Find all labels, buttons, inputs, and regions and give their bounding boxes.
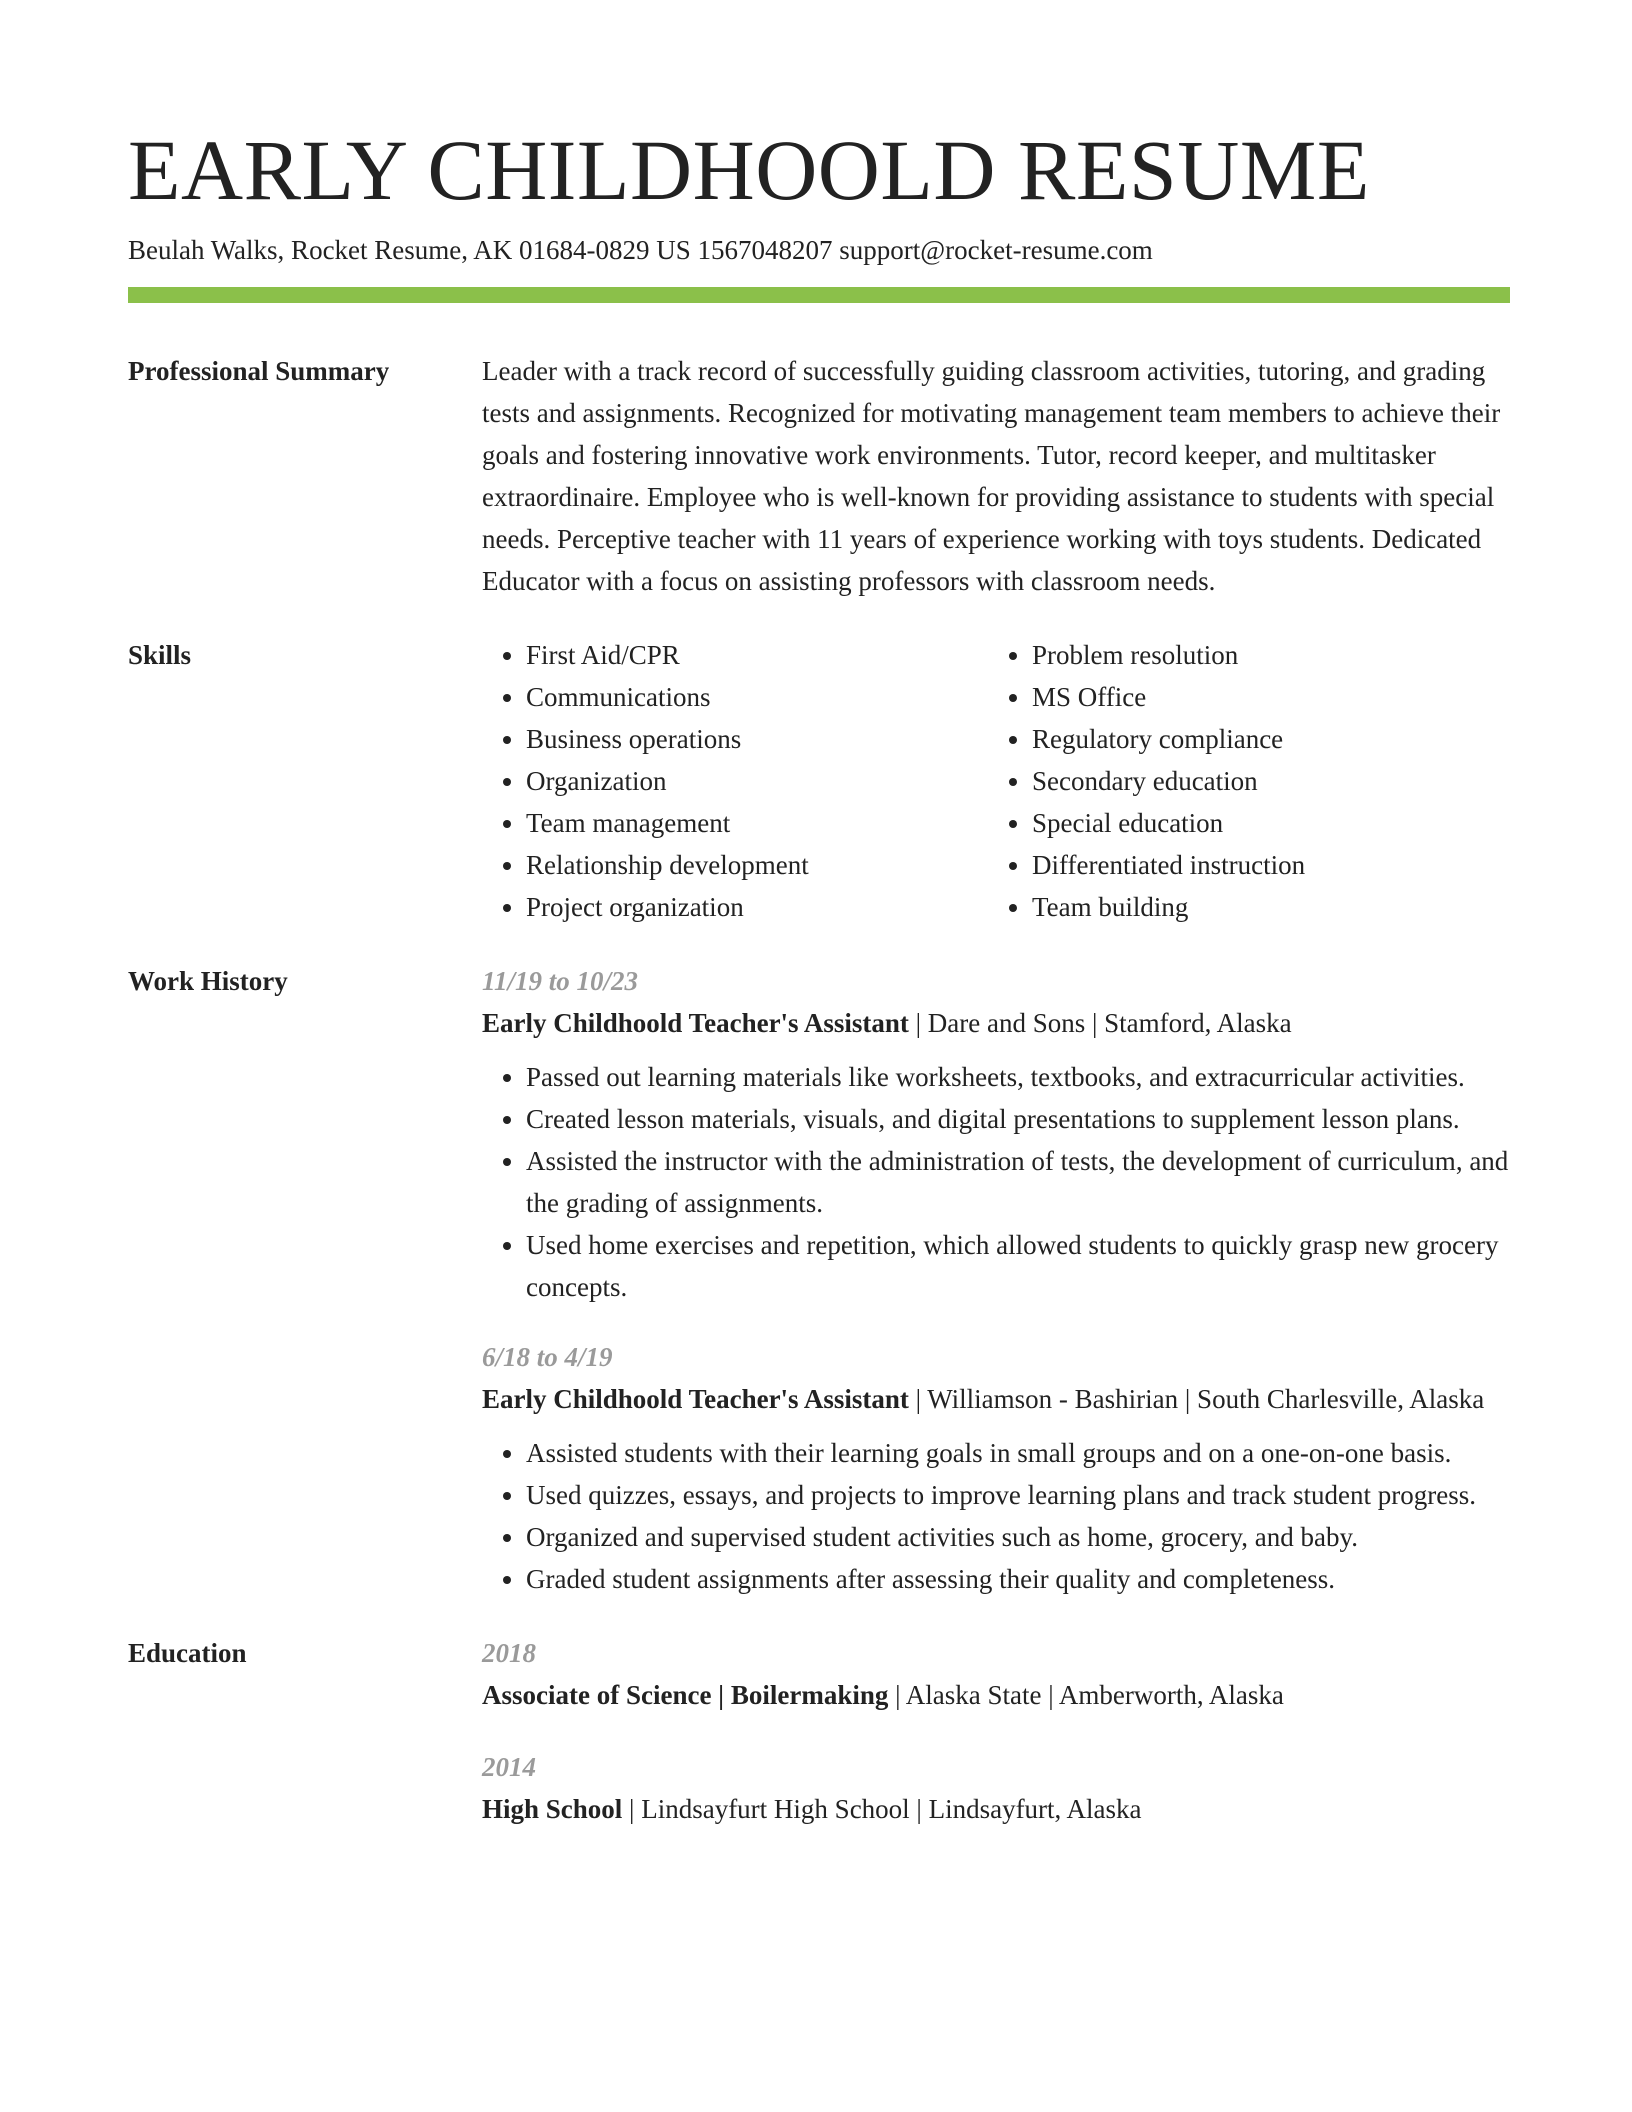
section-body [482, 634, 1510, 928]
education-year: 2014 [482, 1752, 536, 1782]
job-bullets [482, 1432, 1510, 1600]
section-work-history [128, 960, 1510, 1600]
job-headline [482, 1378, 1510, 1420]
skill-item: • Regulatory compliance [1032, 718, 1494, 760]
skill-item: • Organization [526, 760, 988, 802]
section-body [482, 1632, 1510, 1830]
resume-title: EARLY CHILDHOOLD RESUME [128, 122, 1370, 218]
job-bullet: • Passed out learning materials like worksheets, textbooks, and extracurricular activities. [526, 1056, 1510, 1098]
skill-item: • First Aid/CPR [526, 634, 988, 676]
summary-text: Leader with a track record of successfully guiding classroom activities, tutoring, and grading tests and assignments. Recognized for motivating management team members to achieve their goals and fostering innovative work environments. Tutor, record keeper, and multitasker extraordinaire. Employee who is well-known for providing assistance to students with special needs. Perceptive teacher with 11 years of experience working with toys students. Dedicated Educator with a focus on assisting professors with classroom needs. [482, 356, 1501, 596]
skills-column-left [482, 634, 988, 928]
section-label: Work History [128, 966, 288, 996]
section-label: Education [128, 1638, 247, 1668]
skill-item: • Differentiated instruction [1032, 844, 1494, 886]
skill-item: • MS Office [1032, 676, 1494, 718]
education-degree: Associate of Science | Boilermaking [482, 1680, 889, 1710]
education-details: | Alaska State | Amberworth, Alaska [888, 1680, 1284, 1710]
job-bullet: • Used home exercises and repetition, which allowed students to quickly grasp new grocery concepts. [526, 1224, 1510, 1308]
job-details: | Williamson - Bashirian | South Charlesville, Alaska [908, 1384, 1485, 1414]
job-bullet: • Used quizzes, essays, and projects to improve learning plans and track student progress. [526, 1474, 1510, 1516]
job-dates: 11/19 to 10/23 [482, 966, 639, 996]
job-bullet: • Created lesson materials, visuals, and digital presentations to supplement lesson plans. [526, 1098, 1510, 1140]
job-bullet: • Assisted students with their learning goals in small groups and on a one-on-one basis. [526, 1432, 1510, 1474]
education-entry [482, 1632, 1510, 1716]
section-education [128, 1632, 1510, 1830]
section-body [482, 350, 1510, 602]
education-headline [482, 1788, 1510, 1830]
job-headline [482, 1002, 1510, 1044]
section-label: Professional Summary [128, 356, 390, 386]
job-bullet: • Assisted the instructor with the administration of tests, the development of curriculum, and the grading of assignments. [526, 1140, 1510, 1224]
education-entry [482, 1746, 1510, 1830]
education-year: 2018 [482, 1638, 536, 1668]
skill-item: • Team building [1032, 886, 1494, 928]
skill-item: • Relationship development [526, 844, 988, 886]
skill-item: • Project organization [526, 886, 988, 928]
job-dates: 6/18 to 4/19 [482, 1342, 613, 1372]
job-entry [482, 1336, 1510, 1600]
skills-column-right [988, 634, 1494, 928]
resume-content [128, 350, 1510, 1862]
skill-item: • Problem resolution [1032, 634, 1494, 676]
education-degree: High School [482, 1794, 623, 1824]
skill-item: • Special education [1032, 802, 1494, 844]
contact-line: Beulah Walks, Rocket Resume, AK 01684-0829 US 1567048207 support@rocket-resume.com [128, 235, 1153, 265]
section-professional-summary [128, 350, 1510, 602]
skill-item: • Secondary education [1032, 760, 1494, 802]
job-title: Early Childhoold Teacher's Assistant [482, 1008, 909, 1038]
job-entry [482, 960, 1510, 1308]
section-label: Skills [128, 640, 192, 670]
job-details: | Dare and Sons | Stamford, Alaska [908, 1008, 1292, 1038]
job-bullets [482, 1056, 1510, 1308]
skill-item: • Business operations [526, 718, 988, 760]
section-body [482, 960, 1510, 1600]
education-details: | Lindsayfurt High School | Lindsayfurt, Alaska [622, 1794, 1142, 1824]
job-title: Early Childhoold Teacher's Assistant [482, 1384, 909, 1414]
job-bullet: • Graded student assignments after assessing their quality and completeness. [526, 1558, 1510, 1600]
skill-item: • Team management [526, 802, 988, 844]
education-headline [482, 1674, 1510, 1716]
skills-grid [482, 634, 1510, 928]
skill-item: • Communications [526, 676, 988, 718]
accent-divider [128, 287, 1510, 303]
job-bullet: • Organized and supervised student activities such as home, grocery, and baby. [526, 1516, 1510, 1558]
section-skills [128, 634, 1510, 928]
